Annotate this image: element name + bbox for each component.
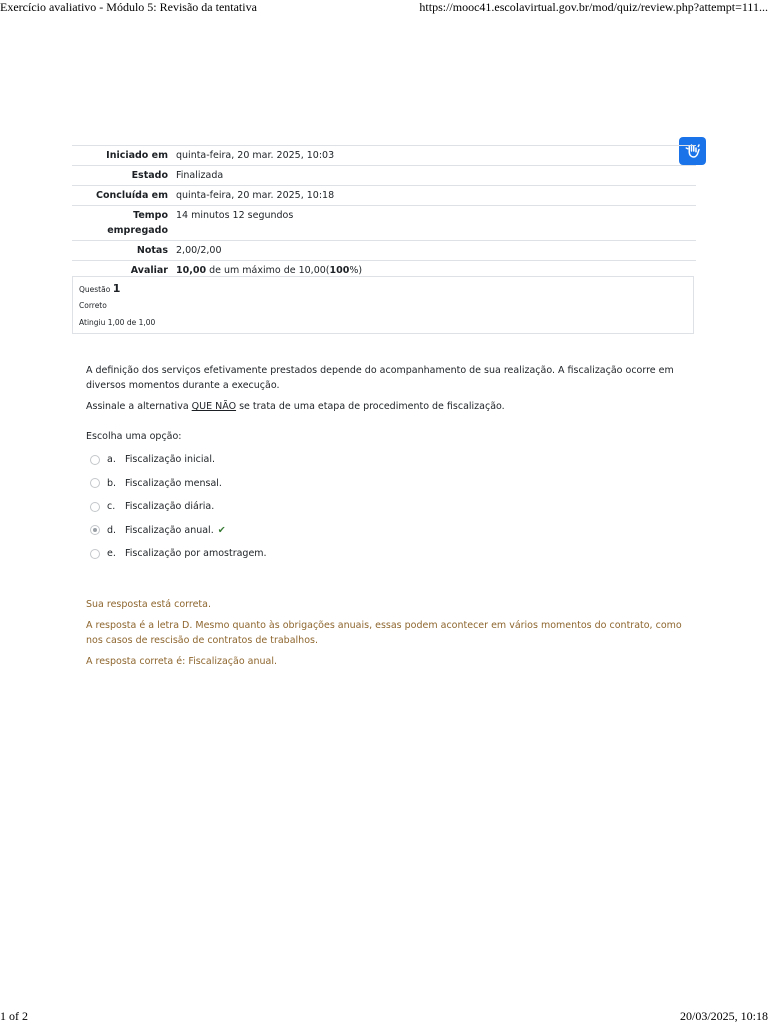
question-grade: Atingiu 1,00 de 1,00 [79, 318, 156, 327]
option-letter: a. [107, 454, 116, 466]
question-number-value: 1 [112, 282, 121, 295]
radio-button[interactable] [90, 455, 100, 465]
option-letter: b. [107, 477, 117, 489]
question-state: Correto [79, 301, 107, 310]
option-text: Fiscalização mensal. [125, 477, 222, 489]
option-letter: c. [107, 501, 116, 513]
summary-row-completed [72, 186, 696, 206]
summary-row-state [72, 166, 696, 186]
summary-label-line: Tempo [133, 210, 168, 221]
summary-row-marks [72, 241, 696, 261]
print-datetime: 20/03/2025, 10:18 [679, 1009, 768, 1023]
answer-option-e[interactable] [90, 542, 267, 566]
summary-value: quinta-feira, 20 mar. 2025, 10:18 [176, 190, 335, 201]
summary-row-time [72, 206, 696, 241]
question-number [79, 282, 687, 297]
print-header [0, 0, 768, 16]
grade-text: de um máximo de 10,00( [206, 265, 330, 276]
question-instruction [86, 399, 686, 414]
answer-option-c[interactable] [90, 495, 267, 519]
feedback-correct-answer: A resposta correta é: Fiscalização anual. [86, 656, 278, 667]
option-text: Fiscalização inicial. [125, 454, 216, 466]
question-paragraph: A definição dos serviços efetivamente prestados depende do acompanhamento de sua realização. A fiscalização ocorre em diversos momentos durante a execução. [86, 365, 674, 391]
radio-button[interactable] [90, 502, 100, 512]
print-footer [0, 1009, 768, 1025]
check-icon: ✔ [217, 524, 226, 536]
option-text: Fiscalização diária. [125, 501, 215, 513]
summary-value: 2,00/2,00 [176, 245, 222, 256]
page-count: 1 of 2 [0, 1009, 28, 1023]
feedback-explanation: A resposta é a letra D. Mesmo quanto às obrigações anuais, essas podem acontecer em vários momentos do contrato, como nos casos de rescisão de contratos de trabalhos. [86, 620, 682, 646]
question-text [86, 363, 686, 420]
radio-button[interactable] [90, 478, 100, 488]
summary-row-started [72, 146, 696, 166]
summary-label: Estado [131, 170, 168, 181]
radio-button-selected[interactable] [90, 525, 100, 535]
summary-label: Avaliar [130, 265, 168, 276]
summary-label-line: empregado [107, 225, 168, 236]
option-letter: e. [107, 548, 116, 560]
instruction-text-end: se trata de uma etapa de procedimento de fiscalização. [236, 401, 505, 412]
summary-label: Iniciado em [106, 150, 168, 161]
instruction-emphasis: QUE NÃO [191, 401, 237, 412]
instruction-text: Assinale a alternativa [86, 401, 192, 412]
grade-percent: 100 [329, 265, 350, 276]
page-url: https://mooc41.escolavirtual.gov.br/mod/quiz/review.php?attempt=111... [419, 0, 768, 14]
option-letter: d. [107, 524, 117, 536]
summary-value: 14 minutos 12 segundos [176, 210, 294, 221]
answer-option-a[interactable] [90, 448, 267, 472]
answer-option-d[interactable] [90, 519, 267, 543]
question-label: Questão [79, 285, 111, 294]
grade-score: 10,00 [176, 265, 207, 276]
feedback-result: Sua resposta está correta. [86, 599, 211, 610]
answer-prompt: Escolha uma opção: [86, 431, 182, 442]
option-text: Fiscalização anual. [125, 524, 214, 536]
option-text: Fiscalização por amostragem. [125, 548, 267, 560]
summary-value: Finalizada [176, 170, 224, 181]
answer-option-b[interactable] [90, 472, 267, 496]
answer-options [90, 448, 267, 566]
radio-button[interactable] [90, 549, 100, 559]
summary-label: Notas [136, 245, 168, 256]
summary-label [72, 206, 176, 241]
grade-text-end: %) [349, 265, 363, 276]
answer-feedback [86, 597, 696, 675]
question-info-box [72, 276, 694, 334]
page-title: Exercício avaliativo - Módulo 5: Revisão da tentativa [0, 0, 257, 14]
attempt-summary-table [72, 145, 696, 280]
summary-label: Concluída em [95, 190, 168, 201]
summary-value: quinta-feira, 20 mar. 2025, 10:03 [176, 150, 335, 161]
